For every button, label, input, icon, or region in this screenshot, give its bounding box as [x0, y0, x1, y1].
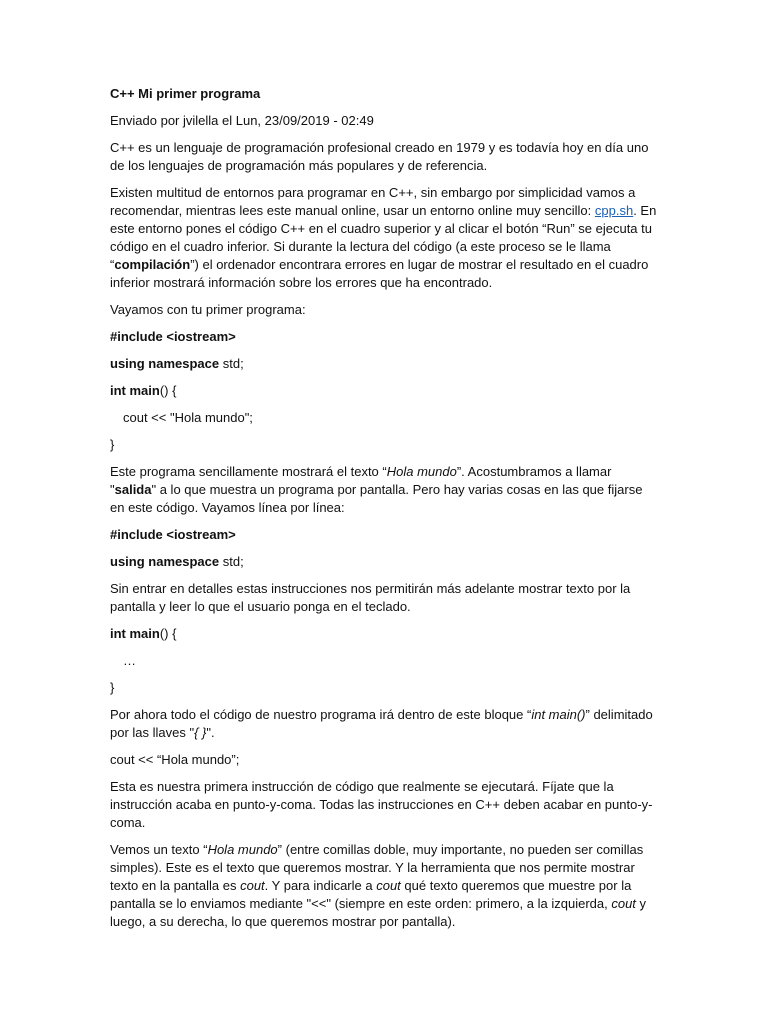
explain1-bold-salida: salida: [114, 482, 152, 497]
cpp-sh-link[interactable]: cpp.sh: [594, 203, 634, 218]
explain3-text-1: Por ahora todo el código de nuestro programa irá dentro de este bloque “: [110, 707, 532, 722]
explain3-text-3: ".: [206, 725, 215, 740]
explain5-text-2: ” (entre comillas doble, muy importante, no pueden ser comillas simples). Este es el texto que queremos mostrar. Y la herramienta que nos permite mostrar texto en la pantalla es: [110, 842, 644, 893]
code3-main-rest: () {: [159, 626, 177, 641]
first-program-intro: Vayamos con tu primer programa:: [110, 302, 306, 317]
explain3-italic-main: int main(): [531, 707, 586, 722]
code-main-rest: () {: [159, 383, 177, 398]
code-main-line: [110, 382, 660, 400]
explain1-text-2: ”. Acostumbramos a llamar ": [110, 464, 612, 497]
explain5-italic-cout-2: cout: [376, 878, 401, 893]
code-include-line: [110, 328, 660, 346]
explain3-italic-braces: { }: [194, 725, 207, 740]
explain1-text-1: Este programa sencillamente mostrará el texto “: [110, 464, 387, 479]
explain1-italic-hola: Hola mundo: [386, 464, 457, 479]
env-text-1: Existen multitud de entornos para programar en C++, sin embargo por simplicidad vamos a recomendar, mientras lees este manual online, usar un entorno online muy sencillo:: [110, 185, 636, 218]
explain5-text-3: . Y para indicarle a: [264, 878, 377, 893]
code2-using-keyword: using namespace: [110, 554, 220, 569]
code-include-text: #include <iostream>: [110, 329, 236, 344]
env-bold-compilacion: compilación: [114, 257, 191, 272]
document-page: [110, 85, 660, 940]
code3-main-keyword: int main: [110, 626, 160, 641]
code4-cout-line: cout << “Hola mundo”;: [110, 752, 240, 767]
code-main-keyword: int main: [110, 383, 160, 398]
code-using-keyword: using namespace: [110, 356, 220, 371]
explain5-italic-cout-1: cout: [240, 878, 265, 893]
explain-paragraph-3: [110, 706, 660, 742]
env-text-3: ”) el ordenador encontrara errores en lugar de mostrar el resultado en el cuadro inferior mostrará información sobre los errores que ha encontrado.: [110, 257, 649, 290]
code3-main-line: [110, 625, 660, 643]
explain-paragraph-5: [110, 841, 660, 931]
article-byline: Enviado por jvilella el Lun, 23/09/2019 - 02:49: [110, 113, 374, 128]
code-close-brace: }: [110, 437, 115, 452]
code2-include-text: #include <iostream>: [110, 527, 236, 542]
explain5-text-4: qué texto queremos que muestre por la pantalla se lo enviamos mediante "<<" (siempre en este orden: primero, a la izquierda,: [110, 878, 632, 911]
code2-include-line: [110, 526, 660, 544]
intro-paragraph: C++ es un lenguaje de programación profesional creado en 1979 y es todavía hoy en día uno de los lenguajes de programación más populares y de referencia.: [110, 140, 649, 173]
explain5-italic-hola: Hola mundo: [207, 842, 278, 857]
env-text-2: . En este entorno pones el código C++ en el cuadro superior y al clicar el botón “Run” se ejecuta tu código en el cuadro inferior. Si durante la lectura del código (a este proceso se le llama “: [110, 203, 657, 272]
explain1-text-3: " a lo que muestra un programa por pantalla. Pero hay varias cosas en las que fijarse en este código. Vayamos línea por línea:: [110, 482, 643, 515]
code2-using-line: [110, 553, 660, 571]
article-title: C++ Mi primer programa: [110, 86, 261, 101]
explain-paragraph-4: Esta es nuestra primera instrucción de código que realmente se ejecutará. Fíjate que la instrucción acaba en punto-y-coma. Todas las instrucciones en C++ deben acabar en punto-y-coma.: [110, 779, 653, 830]
code3-close-brace: }: [110, 680, 115, 695]
code2-using-rest: std;: [219, 554, 244, 569]
explain5-text-5: y luego, a su derecha, lo que queremos mostrar por pantalla).: [110, 896, 647, 929]
explain-paragraph-2: Sin entrar en detalles estas instrucciones nos permitirán más adelante mostrar texto por la pantalla y leer lo que el usuario ponga en el teclado.: [110, 581, 631, 614]
code3-ellipsis: …: [123, 653, 136, 668]
explain-paragraph-1: [110, 463, 660, 517]
code-using-line: [110, 355, 660, 373]
explain5-text-1: Vemos un texto “: [110, 842, 208, 857]
explain5-italic-cout-3: cout: [611, 896, 636, 911]
environment-paragraph: [110, 184, 660, 292]
code-using-rest: std;: [219, 356, 244, 371]
code-cout-line: cout << "Hola mundo";: [123, 410, 253, 425]
explain3-text-2: ” delimitado por las llaves ": [110, 707, 653, 740]
